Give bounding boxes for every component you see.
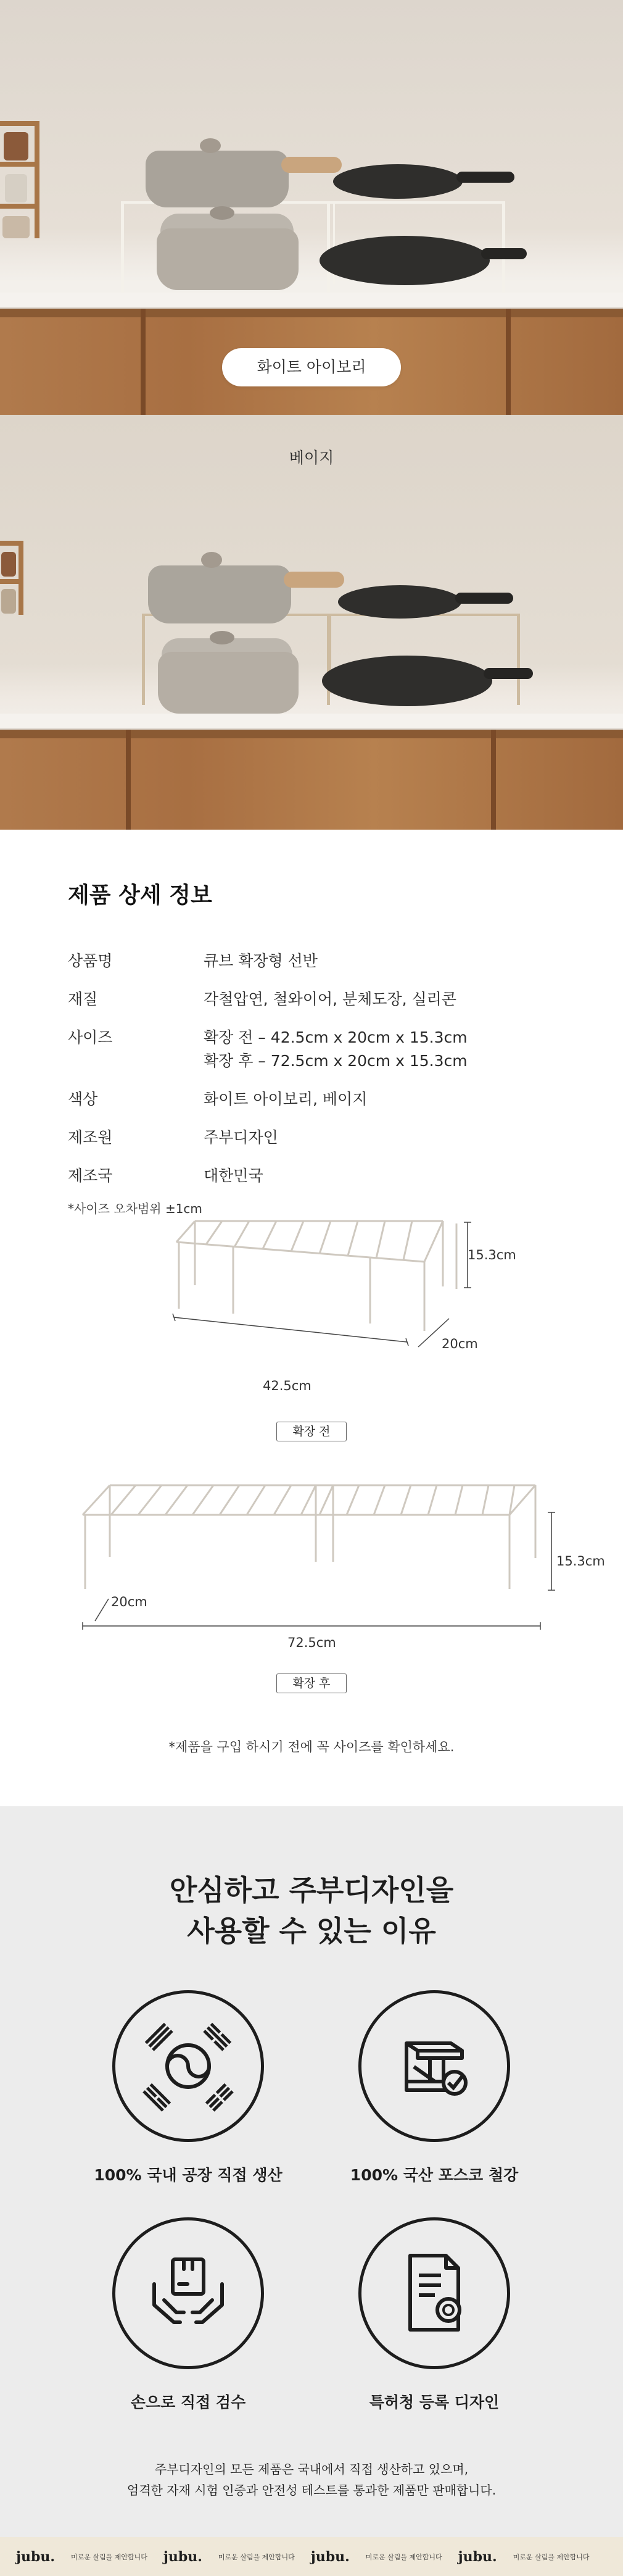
reason-item-domestic-factory	[83, 1990, 293, 2185]
reason-caption: 특허청 등록 디자인	[369, 2393, 500, 2411]
after-height-label: 15.3cm	[556, 1554, 605, 1569]
shelf-diagram-after	[0, 1475, 623, 1661]
reasons-title-line2: 사용할 수 있는 이유	[187, 1914, 436, 1948]
detail-row-color	[68, 1088, 561, 1111]
before-depth-label: 20cm	[442, 1336, 478, 1351]
before-expansion-label: 확장 전	[276, 1422, 347, 1441]
reason-caption: 100% 국산 포스코 철강	[350, 2166, 519, 2184]
reasons-footer	[0, 2459, 623, 2501]
brand-tagline: 미로운 살림을 제안합니다	[513, 2553, 590, 2561]
before-width-label: 42.5cm	[263, 1378, 312, 1393]
detail-table	[68, 949, 561, 1203]
detail-row-origin	[68, 1164, 561, 1188]
detail-row-size	[68, 1026, 561, 1073]
reason-caption: 손으로 직접 검수	[130, 2393, 246, 2411]
detail-label: 사이즈	[68, 1028, 113, 1046]
detail-value: 화이트 아이보리, 베이지	[204, 1090, 368, 1108]
color-label-beige: 베이지	[289, 449, 334, 467]
reason-item-hand-inspection	[83, 2217, 293, 2412]
brand-logo: jubu.	[458, 2548, 497, 2565]
after-depth-label: 20cm	[111, 1594, 147, 1609]
reason-item-posco-steel	[329, 1990, 539, 2185]
detail-value: 각철압연, 철와이어, 분체도장, 실리콘	[204, 990, 456, 1008]
brand-tagline: 미로운 살림을 제안합니다	[365, 2553, 442, 2561]
detail-value: 대한민국	[204, 1167, 263, 1185]
reasons-footer-line1: 주부디자인의 모든 제품은 국내에서 직접 생산하고 있으며,	[154, 2462, 469, 2477]
brand-tagline: 미로운 살림을 제안합니다	[218, 2553, 295, 2561]
certificate-icon	[382, 2241, 487, 2346]
brand-tagline: 미로운 살림을 제안합니다	[71, 2553, 147, 2561]
taegeuk-flag-icon	[136, 2014, 241, 2119]
reasons-title	[0, 1870, 623, 1951]
detail-label: 상품명	[68, 952, 113, 970]
detail-label: 색상	[68, 1090, 98, 1108]
reasons-footer-line2: 엄격한 자재 시험 인증과 안전성 테스트를 통과한 제품만 판매합니다.	[126, 2483, 497, 2498]
hands-box-icon	[136, 2241, 241, 2346]
shelf-diagram-before	[0, 1210, 623, 1401]
detail-row-manufacturer	[68, 1126, 561, 1149]
brand-strip	[0, 2537, 623, 2576]
product-photo-beige	[0, 415, 623, 830]
detail-value-2: 확장 후 – 72.5cm x 20cm x 15.3cm	[204, 1052, 468, 1070]
detail-value: 큐브 확장형 선반	[204, 952, 318, 970]
detail-row-name	[68, 949, 561, 973]
after-expansion-label: 확장 후	[276, 1674, 347, 1693]
before-height-label: 15.3cm	[468, 1248, 516, 1262]
detail-label: 재질	[68, 990, 98, 1008]
brand-logo: jubu.	[16, 2548, 55, 2565]
reason-caption: 100% 국내 공장 직접 생산	[94, 2166, 283, 2184]
detail-label: 제조국	[68, 1167, 113, 1185]
detail-value: 확장 전 – 42.5cm x 20cm x 15.3cm	[204, 1028, 468, 1046]
product-photo-white-ivory	[0, 0, 623, 415]
steel-beam-check-icon	[382, 2014, 487, 2119]
reason-item-registered-design	[329, 2217, 539, 2412]
brand-logo: jubu.	[310, 2548, 350, 2565]
brand-logo: jubu.	[163, 2548, 202, 2565]
detail-value: 주부디자인	[204, 1128, 278, 1146]
detail-label: 제조원	[68, 1128, 113, 1146]
after-width-label: 72.5cm	[287, 1635, 336, 1650]
detail-title: 제품 상세 정보	[68, 883, 212, 908]
reasons-title-line1: 안심하고 주부디자인을	[169, 1874, 454, 1907]
reasons-section	[0, 1806, 623, 2537]
detail-row-material	[68, 988, 561, 1011]
size-check-notice: *제품을 구입 하시기 전에 꼭 사이즈를 확인하세요.	[168, 1740, 455, 1754]
color-label-white-ivory: 화이트 아이보리	[222, 348, 401, 386]
size-tolerance-note: *사이즈 오차범위 ±1cm	[68, 1201, 202, 1216]
